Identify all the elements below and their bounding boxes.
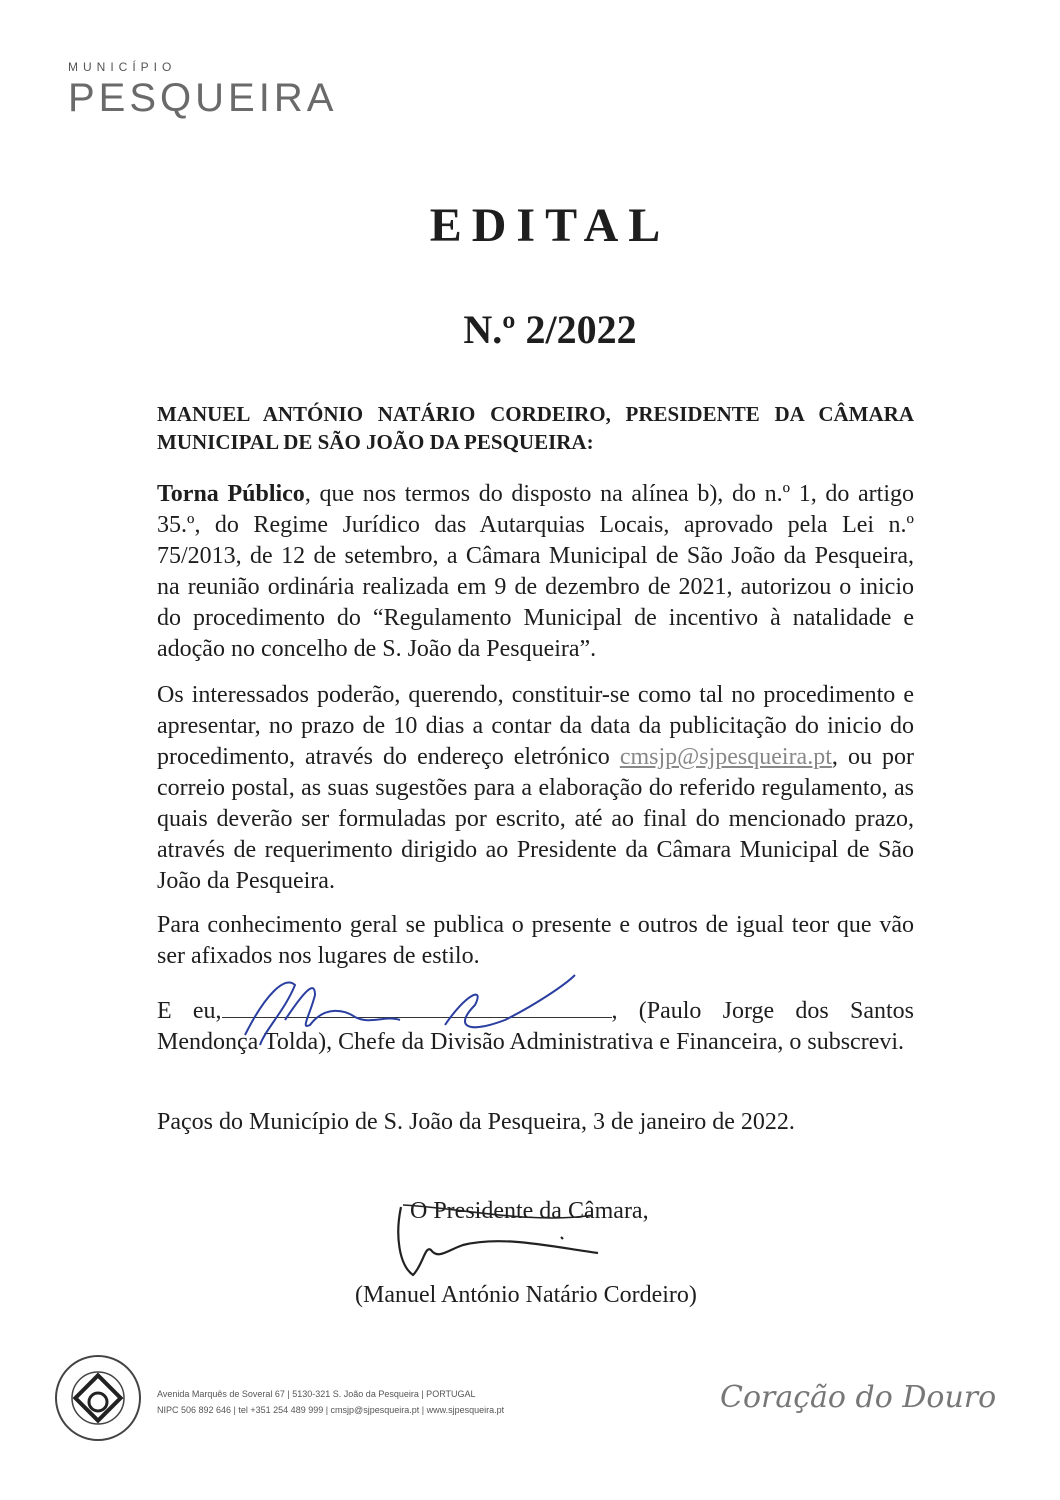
page-title: EDITAL xyxy=(429,199,671,252)
subscription-before: E eu, xyxy=(157,998,222,1024)
announcement-lead: Torna Público xyxy=(157,481,305,507)
paragraph-subscription xyxy=(157,995,914,1058)
signature-line xyxy=(222,995,612,1018)
logo-main-text: PESQUEIRA xyxy=(68,76,338,120)
world-heritage-seal-icon xyxy=(52,1352,144,1444)
footer-motto: Coração do Douro xyxy=(720,1380,997,1415)
president-name: (Manuel António Natário Cordeiro) xyxy=(355,1282,697,1308)
president-title: O Presidente da Câmara, xyxy=(410,1198,649,1224)
email-link[interactable]: cmsjp@sjpesqueira.pt xyxy=(619,744,832,770)
participation-text-before: Os interessados poderão, querendo, constituir-se como tal no procedimento e apresentar, no prazo de 10 dias a contar da data da publicitação do inicio do procedimento, através do endereço eletrónico xyxy=(157,682,914,770)
paragraph-publication: Para conhecimento geral se publica o presente e outros de igual teor que vão ser afixados nos lugares de estilo. xyxy=(157,912,914,969)
paragraph-announcement xyxy=(157,479,914,665)
date-line: Paços do Município de S. João da Pesqueira, 3 de janeiro de 2022. xyxy=(157,1109,795,1135)
logo-top-text: MUNICÍPIO xyxy=(68,60,177,74)
footer-address: Avenida Marquês de Soveral 67 | 5130-321 S. João da Pesqueira | PORTUGAL xyxy=(157,1389,476,1399)
footer-contacts xyxy=(157,1386,504,1418)
footer-contact-line: NIPC 506 892 646 | tel +351 254 489 999 | cmsjp@sjpesqueira.pt | www.sjpesqueira.pt xyxy=(157,1405,505,1415)
paragraph-participation xyxy=(157,680,914,897)
subscription-after: , (Paulo Jorge dos Santos Mendonça Tolda), Chefe da Divisão Administrativa e Financeira, o subscrevi. xyxy=(157,998,915,1055)
edital-number: N.º 2/2022 xyxy=(463,307,637,352)
announcement-text: , que nos termos do disposto na alínea b), do n.º 1, do artigo 35.º, do Regime Jurídico das Autarquias Locais, aprovado pela Lei n.º 75/2013, de 12 de setembro, a Câmara Municipal de São João da Pesqueira, na reunião ordinária realizada em 9 de dezembro de 2021, autorizou o inicio do procedimento do “Regulamento Municipal de incentivo à natalidade e adoção no concelho de S. João da Pesqueira”. xyxy=(157,481,915,662)
municipality-logo xyxy=(68,60,337,118)
presenter-heading: MANUEL ANTÓNIO NATÁRIO CORDEIRO, PRESIDENTE DA CÂMARA MUNICIPAL DE SÃO JOÃO DA PESQUEIRA: xyxy=(157,402,914,454)
participation-text-after: , ou por correio postal, as suas sugestões para a elaboração do referido regulamento, as quais deverão ser formuladas por escrito, até ao final do mencionado prazo, através de requerimento dirigido ao Presidente da Câmara Municipal de São João da Pesqueira. xyxy=(157,744,915,894)
